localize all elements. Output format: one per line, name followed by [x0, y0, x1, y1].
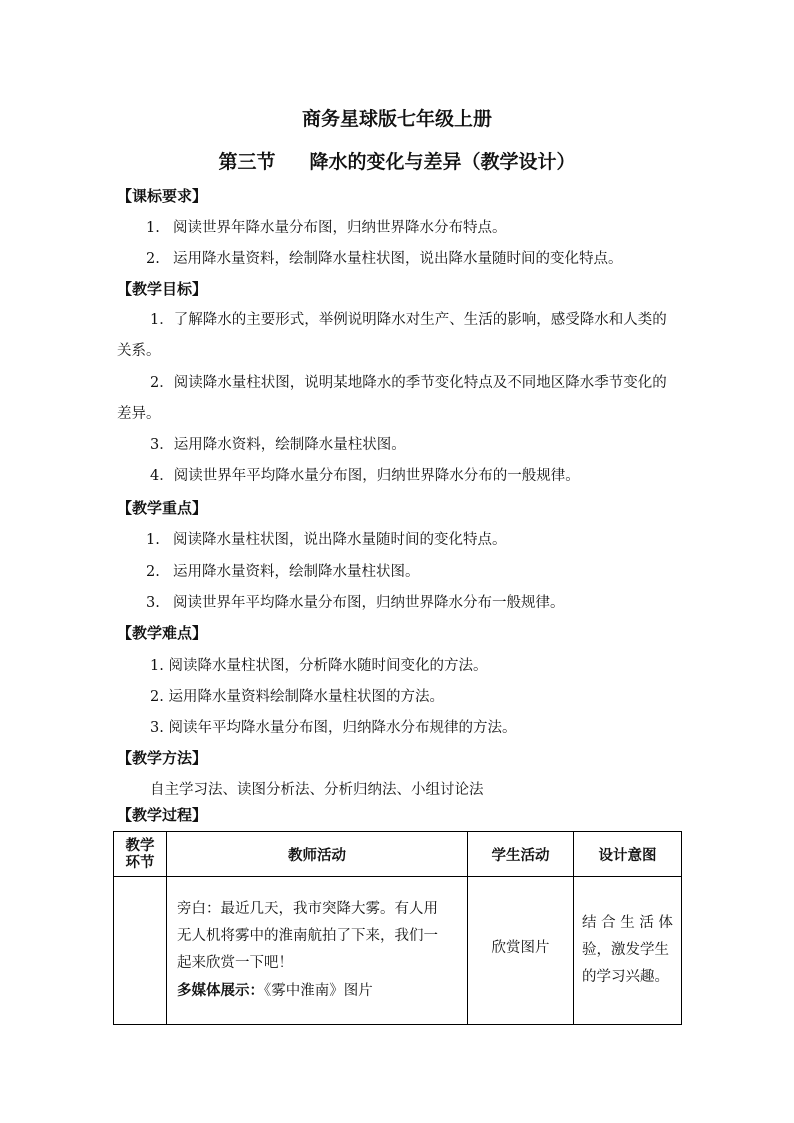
table-header-row — [114, 832, 682, 877]
curriculum-item: 1. 阅读世界年降水量分布图，归纳世界降水分布特点。 — [146, 220, 507, 236]
document-subtitle — [0, 147, 794, 174]
goals-heading: 【教学目标】 — [117, 280, 208, 298]
student-activity-cell: 欣赏图片 — [468, 877, 574, 1025]
goal-item: 1．了解降水的主要形式，举例说明降水对生产、生活的影响，感受降水和人类的关系。 — [117, 312, 667, 359]
header-student-activity: 学生活动 — [468, 832, 574, 877]
section-number: 第三节 — [218, 151, 276, 173]
header-teacher-activity: 教师活动 — [167, 832, 468, 877]
header-design-intent: 设计意图 — [574, 832, 682, 877]
difficulties-heading: 【教学难点】 — [117, 624, 208, 642]
goal-item: 4．阅读世界年平均降水量分布图，归纳世界降水分布的一般规律。 — [150, 468, 580, 484]
process-table — [113, 831, 682, 1025]
teacher-activity-cell: 旁白：最近几天，我市突降大雾。有人用 无人机将雾中的淮南航拍了下来，我们一 起来欣赏一下吧！ 多媒体展示：《雾中淮南》图片 — [167, 877, 468, 1025]
difficulty-item: 2. 运用降水量资料绘制降水量柱状图的方法。 — [150, 689, 444, 705]
table-row — [114, 877, 682, 1025]
stage-cell — [114, 877, 167, 1025]
difficulty-item: 1. 阅读降水量柱状图，分析降水随时间变化的方法。 — [150, 658, 488, 674]
key-points-heading: 【教学重点】 — [117, 499, 208, 517]
difficulty-item: 3. 阅读年平均降水量分布图，归纳降水分布规律的方法。 — [150, 720, 517, 736]
goal-item: 3．运用降水资料，绘制降水量柱状图。 — [150, 437, 406, 453]
design-intent-cell: 结 合 生 活 体 验，激发学生 的学习兴趣。 — [574, 877, 682, 1025]
key-point-item: 3. 阅读世界年平均降水量分布图，归纳世界降水分布一般规律。 — [146, 595, 565, 611]
media-label: 多媒体展示： — [177, 982, 264, 999]
header-stage: 教学 环节 — [114, 832, 167, 877]
goal-item: 2．阅读降水量柱状图，说明某地降水的季节变化特点及不同地区降水季节变化的差异。 — [117, 375, 667, 422]
key-point-item: 2. 运用降水量资料，绘制降水量柱状图。 — [146, 564, 420, 580]
curriculum-heading: 【课标要求】 — [117, 187, 208, 205]
media-text: 《雾中淮南》图片 — [264, 983, 373, 999]
process-heading: 【教学过程】 — [117, 806, 208, 824]
key-point-item: 1. 阅读降水量柱状图，说出降水量随时间的变化特点。 — [146, 532, 507, 548]
document-title: 商务星球版七年级上册 — [301, 108, 492, 130]
curriculum-item: 2. 运用降水量资料，绘制降水量柱状图，说出降水量随时间的变化特点。 — [146, 251, 623, 267]
methods-text: 自主学习法、读图分析法、分析归纳法、小组讨论法 — [150, 782, 484, 798]
methods-heading: 【教学方法】 — [117, 749, 208, 767]
lesson-title: 降水的变化与差异（教学设计） — [309, 151, 576, 173]
